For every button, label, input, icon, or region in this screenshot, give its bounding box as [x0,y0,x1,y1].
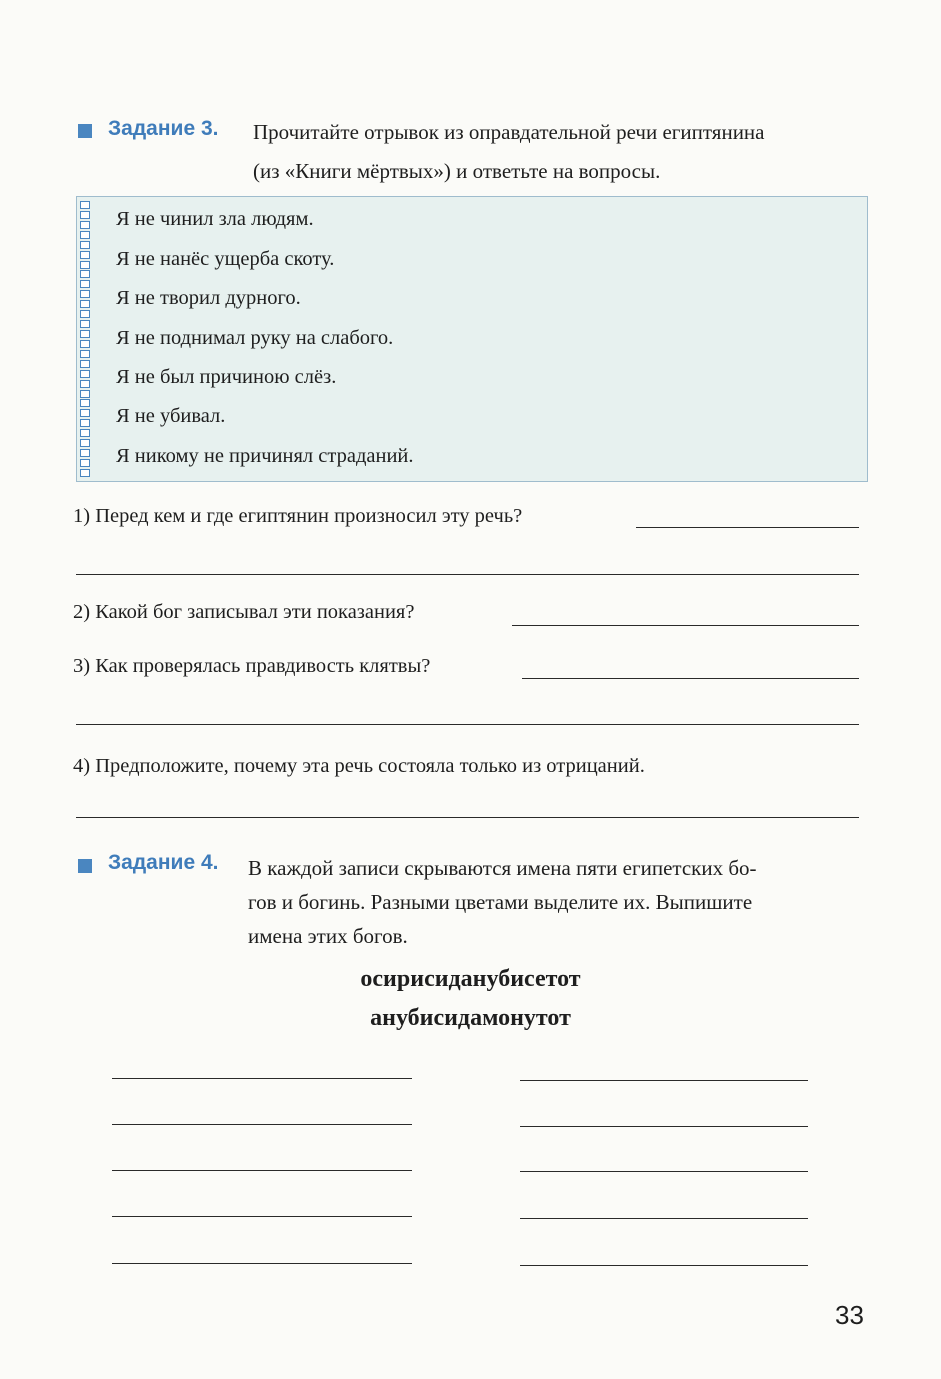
question-3: 3) Как проверялась правдивость клятвы? [73,655,431,677]
name-answer-line[interactable] [520,1218,808,1219]
quote-line: Я не чинил зла людям. [116,208,314,230]
task3-text-line1: Прочитайте отрывок из оправдательной речи египтянина [253,120,765,144]
task3-title: Задание 3. [108,117,219,140]
name-answer-line[interactable] [112,1170,412,1171]
name-answer-line[interactable] [520,1080,808,1081]
name-answer-line[interactable] [112,1263,412,1264]
name-answer-line[interactable] [520,1265,808,1266]
name-answer-line[interactable] [520,1171,808,1172]
question-2: 2) Какой бог записывал эти показания? [73,601,415,623]
answer-line-q1[interactable] [76,574,859,575]
quote-line: Я не был причиною слёз. [116,366,337,388]
task4-text-line2: гов и богинь. Разными цветами выделите их. Выпишите [248,890,753,914]
quote-line: Я не творил дурного. [116,287,301,309]
quote-decorative-strip [80,201,94,477]
answer-line-q4[interactable] [76,817,859,818]
page-number: 33 [835,1300,864,1330]
answer-line-q3[interactable] [522,678,859,679]
task3-text-line2: (из «Книги мёртвых») и ответьте на вопросы. [253,159,661,183]
task4-marker [78,859,92,873]
name-answer-line[interactable] [520,1126,808,1127]
quote-line: Я никому не причинял страданий. [116,445,414,467]
answer-line-q2[interactable] [512,625,859,626]
answer-line-q3[interactable] [76,724,859,725]
task4-text-line1: В каждой записи скрываются имена пяти египетских бо- [248,856,757,880]
question-4: 4) Предположите, почему эта речь состояла только из отрицаний. [73,755,645,777]
task4-title: Задание 4. [108,851,219,874]
name-answer-line[interactable] [112,1216,412,1217]
question-1: 1) Перед кем и где египтянин произносил эту речь? [73,505,523,527]
task4-text-line3: имена этих богов. [248,924,408,948]
answer-line-q1[interactable] [636,527,859,528]
hidden-names-word-2: анубисидамонутот [370,1005,571,1031]
task3-marker [78,124,92,138]
hidden-names-word-1: осирисиданубисетот [360,966,581,992]
quote-line: Я не нанёс ущерба скоту. [116,248,335,270]
name-answer-line[interactable] [112,1124,412,1125]
name-answer-line[interactable] [112,1078,412,1079]
quote-line: Я не поднимал руку на слабого. [116,327,394,349]
quote-line: Я не убивал. [116,405,226,427]
